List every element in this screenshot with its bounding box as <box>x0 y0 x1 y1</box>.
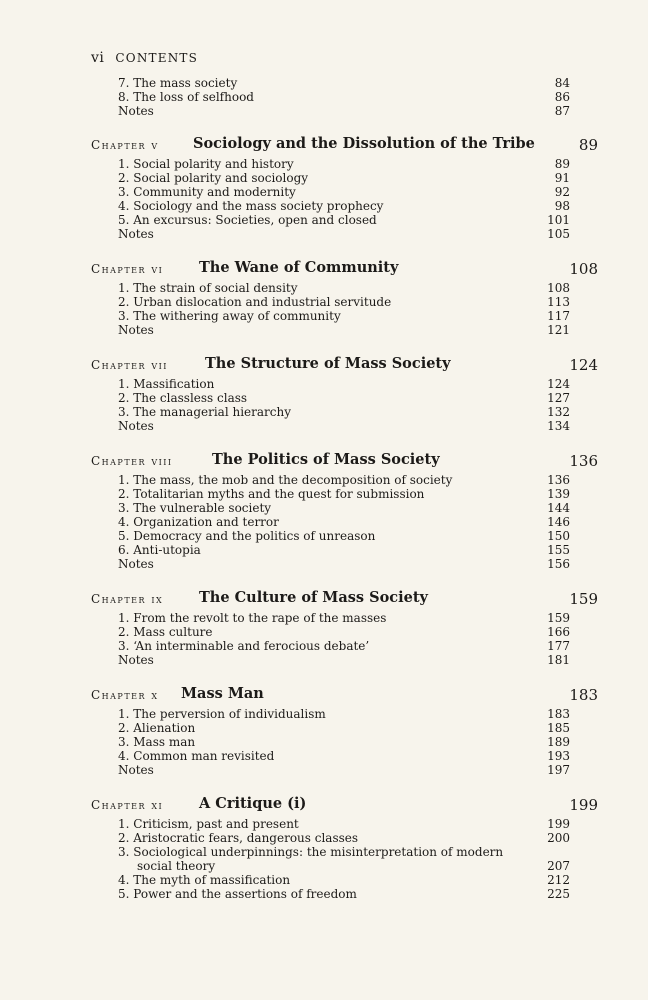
chapter-heading <box>0 355 648 375</box>
toc-entry <box>0 295 648 309</box>
toc-entry <box>0 501 648 515</box>
toc-entry <box>0 227 648 241</box>
toc-entry-page: 132 <box>547 405 570 419</box>
toc-entry-label: 3. The withering away of community <box>118 309 341 323</box>
toc-entry <box>0 391 648 405</box>
toc-entry-page: 183 <box>547 707 570 721</box>
toc-entry-label: 4. Common man revisited <box>118 749 275 763</box>
chapter-number: Chapter vii <box>91 358 168 372</box>
toc-entry-page: 117 <box>547 309 570 323</box>
toc-entry <box>0 377 648 391</box>
toc-entry <box>0 749 648 763</box>
toc-entry-label: 2. Mass culture <box>118 625 213 639</box>
toc-entry-label: Notes <box>118 653 154 667</box>
toc-entry <box>0 405 648 419</box>
toc-entry-page: 185 <box>547 721 570 735</box>
chapter-page: 183 <box>569 686 598 704</box>
toc-entry-label: 1. From the revolt to the rape of the masses <box>118 611 387 625</box>
toc-entry <box>0 90 648 104</box>
toc-entry-label: 8. The loss of selfhood <box>118 90 254 104</box>
toc-entry <box>0 487 648 501</box>
toc-entry-label: 1. The perversion of individualism <box>118 707 326 721</box>
toc-entry <box>0 157 648 171</box>
toc-entry <box>0 625 648 639</box>
toc-entry <box>0 185 648 199</box>
toc-entry <box>0 639 648 653</box>
toc-entry-label: 1. Criticism, past and present <box>118 817 299 831</box>
toc-entry-page: 199 <box>547 817 570 831</box>
toc-entry <box>0 473 648 487</box>
chapter-block <box>0 451 648 571</box>
chapter-page: 199 <box>569 796 598 814</box>
toc-entry-label: Notes <box>118 323 154 337</box>
toc-entry-page: 86 <box>554 90 570 104</box>
toc-entry-label: 3. Community and modernity <box>118 185 296 199</box>
toc-entry-page: 105 <box>547 227 570 241</box>
chapter-block <box>0 259 648 337</box>
toc-entry-label: 4. The myth of massification <box>118 873 291 887</box>
toc-entry-page: 113 <box>547 295 570 309</box>
toc-entry-page: 91 <box>554 171 570 185</box>
chapter-title: Sociology and the Dissolution of the Tribe <box>193 135 535 152</box>
toc-entry-label: Notes <box>118 104 154 118</box>
toc-entry-label: 1. Massification <box>118 377 215 391</box>
chapter-page: 89 <box>578 136 598 154</box>
toc-entry-page: 155 <box>547 543 570 557</box>
toc-entry-page: 101 <box>547 213 570 227</box>
toc-entry-page: 98 <box>554 199 570 213</box>
toc-entry <box>0 611 648 625</box>
toc-entry-page: 200 <box>547 831 570 845</box>
toc-entry <box>0 721 648 735</box>
chapter-page: 108 <box>569 260 598 278</box>
toc-entry-page: 207 <box>547 859 570 873</box>
chapter-title: The Politics of Mass Society <box>212 451 440 468</box>
toc-entry <box>0 529 648 543</box>
chapter-title: The Wane of Community <box>199 259 399 276</box>
running-head-title: CONTENTS <box>115 51 199 65</box>
chapter-heading <box>0 589 648 609</box>
toc-entry-page: 127 <box>547 391 570 405</box>
toc-entry-label: 4. Organization and terror <box>118 515 279 529</box>
toc-entry <box>0 104 648 118</box>
chapter-heading <box>0 795 648 815</box>
toc-entry-page: 108 <box>547 281 570 295</box>
toc-entry-label: 2. Alienation <box>118 721 196 735</box>
toc-entry-label: Notes <box>118 763 154 777</box>
chapter-heading <box>0 685 648 705</box>
toc-entry-label: 5. Power and the assertions of freedom <box>118 887 357 901</box>
toc-entry <box>0 323 648 337</box>
toc-entry-page: 197 <box>547 763 570 777</box>
toc-entry <box>0 859 648 873</box>
toc-entry-label: 1. The mass, the mob and the decomposition of society <box>118 473 453 487</box>
toc-entry-page: 181 <box>547 653 570 667</box>
page-folio: vi <box>91 50 105 66</box>
chapter-page: 159 <box>569 590 598 608</box>
chapter-number: Chapter viii <box>91 454 173 468</box>
toc-entry-page: 139 <box>547 487 570 501</box>
toc-entry <box>0 213 648 227</box>
toc-entry <box>0 845 648 859</box>
toc-entry-page: 150 <box>547 529 570 543</box>
toc-entry-label: 4. Sociology and the mass society prophecy <box>118 199 384 213</box>
toc-entry <box>0 831 648 845</box>
toc-entry-page: 144 <box>547 501 570 515</box>
continued-entries <box>0 76 648 118</box>
toc-entry <box>0 763 648 777</box>
toc-entry <box>0 735 648 749</box>
toc-entry-label: 2. Urban dislocation and industrial servitude <box>118 295 392 309</box>
toc-entry <box>0 171 648 185</box>
toc-entry-page: 177 <box>547 639 570 653</box>
chapter-number: Chapter v <box>91 138 159 152</box>
chapter-heading <box>0 135 648 155</box>
running-head <box>91 50 198 66</box>
toc-entry <box>0 76 648 90</box>
toc-entry <box>0 653 648 667</box>
toc-entry <box>0 887 648 901</box>
chapter-heading <box>0 451 648 471</box>
toc-entry <box>0 515 648 529</box>
toc-entry-page: 136 <box>547 473 570 487</box>
toc-entry-label: 1. The strain of social density <box>118 281 298 295</box>
toc-entry-label: social theory <box>137 859 216 873</box>
chapter-block <box>0 135 648 241</box>
chapter-number: Chapter ix <box>91 592 164 606</box>
toc-entry-label: 3. Sociological underpinnings: the misinterpretation of modern <box>118 845 504 859</box>
toc-entry <box>0 557 648 571</box>
toc-entry-page: 92 <box>554 185 570 199</box>
toc-entry-label: Notes <box>118 227 154 241</box>
chapter-title: The Structure of Mass Society <box>205 355 451 372</box>
toc-entry <box>0 419 648 433</box>
chapter-page: 136 <box>569 452 598 470</box>
toc-entry-page: 193 <box>547 749 570 763</box>
toc-entry-page: 159 <box>547 611 570 625</box>
toc-entry-page: 121 <box>547 323 570 337</box>
chapter-number: Chapter xi <box>91 798 164 812</box>
toc-entry-page: 225 <box>547 887 570 901</box>
toc-entry <box>0 309 648 323</box>
toc-entry-page: 146 <box>547 515 570 529</box>
chapter-block <box>0 685 648 777</box>
chapter-number: Chapter vi <box>91 262 164 276</box>
toc-entry-label: 2. Social polarity and sociology <box>118 171 309 185</box>
toc-entry-label: 2. Totalitarian myths and the quest for submission <box>118 487 425 501</box>
toc-entry-page: 89 <box>554 157 570 171</box>
toc-entry-label: 7. The mass society <box>118 76 238 90</box>
chapter-heading <box>0 259 648 279</box>
toc-entry-page: 166 <box>547 625 570 639</box>
toc-entry-page: 212 <box>547 873 570 887</box>
toc-entry-label: 2. The classless class <box>118 391 248 405</box>
toc-entry-label: 2. Aristocratic fears, dangerous classes <box>118 831 359 845</box>
toc-entry-label: 6. Anti-utopia <box>118 543 201 557</box>
toc-entry-label: 3. ‘An interminable and ferocious debate’ <box>118 639 370 653</box>
toc-entry-label: 5. Democracy and the politics of unreason <box>118 529 376 543</box>
toc-entry <box>0 873 648 887</box>
toc-entry-page: 84 <box>554 76 570 90</box>
toc-entry-page: 124 <box>547 377 570 391</box>
toc-entry-page: 134 <box>547 419 570 433</box>
toc-entry <box>0 543 648 557</box>
chapter-title: A Critique (i) <box>199 795 307 812</box>
toc-entry <box>0 281 648 295</box>
toc-entry-label: 1. Social polarity and history <box>118 157 294 171</box>
toc-entry-label: Notes <box>118 557 154 571</box>
toc-entry <box>0 817 648 831</box>
toc-entry-page: 156 <box>547 557 570 571</box>
toc-entry <box>0 199 648 213</box>
toc-entry-label: 5. An excursus: Societies, open and closed <box>118 213 377 227</box>
chapter-title: Mass Man <box>181 685 264 702</box>
chapter-page: 124 <box>569 356 598 374</box>
toc-entry-label: 3. Mass man <box>118 735 196 749</box>
chapter-title: The Culture of Mass Society <box>199 589 428 606</box>
toc-entry <box>0 707 648 721</box>
toc-entry-label: 3. The managerial hierarchy <box>118 405 292 419</box>
toc-entry-page: 189 <box>547 735 570 749</box>
chapter-block <box>0 589 648 667</box>
chapter-block <box>0 355 648 433</box>
chapter-block <box>0 795 648 901</box>
toc-entry-label: Notes <box>118 419 154 433</box>
chapter-number: Chapter x <box>91 688 159 702</box>
toc-entry-page: 87 <box>554 104 570 118</box>
toc-entry-label: 3. The vulnerable society <box>118 501 272 515</box>
